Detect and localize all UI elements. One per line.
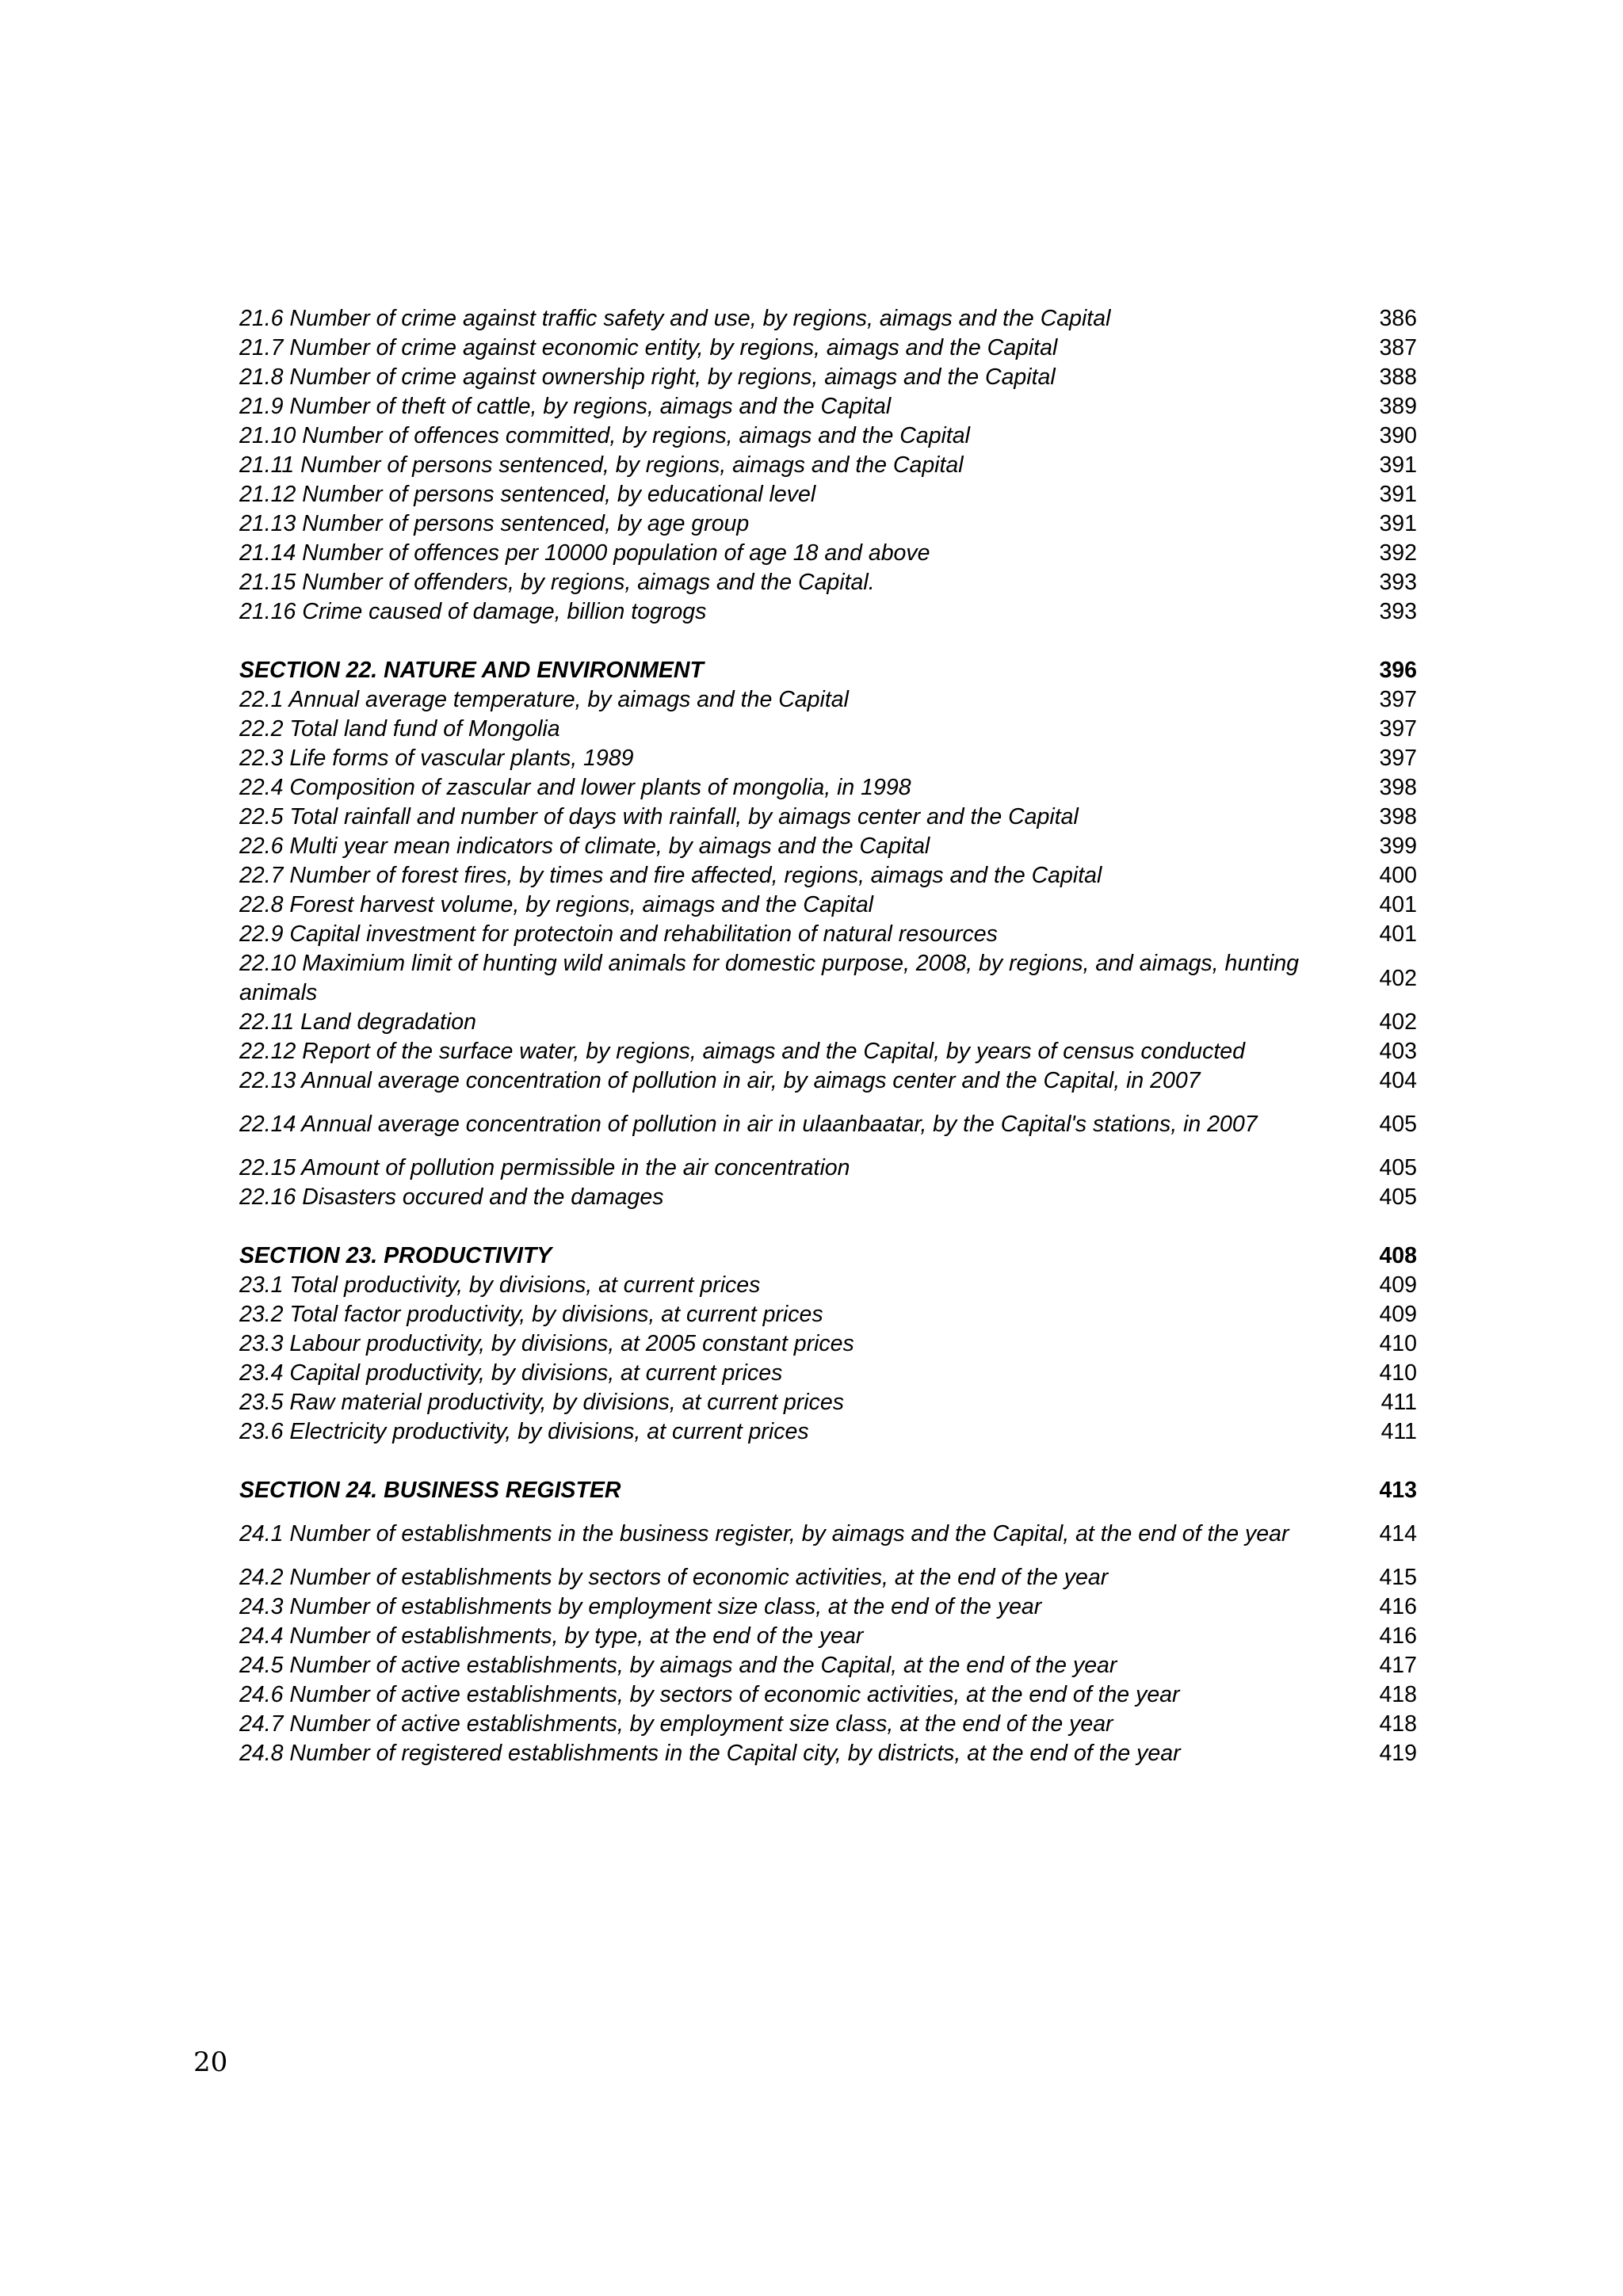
- toc-entry-page: 415: [1379, 1565, 1417, 1590]
- toc-entry-title: 22.9 Capital investment for protectoin and rehabilitation of natural resources: [239, 921, 998, 947]
- toc-entry[interactable]: [239, 803, 1417, 832]
- toc-entry-page: 418: [1379, 1682, 1417, 1707]
- toc-entry[interactable]: [239, 597, 1417, 627]
- toc-entry-page: 402: [1379, 965, 1417, 991]
- toc-entry[interactable]: [239, 1271, 1417, 1300]
- toc-entry-title: 23.5 Raw material productivity, by divisions, at current prices: [239, 1390, 844, 1415]
- toc-entry-page: 400: [1379, 863, 1417, 888]
- toc-entry-title: 24.2 Number of establishments by sectors of economic activities, at the end of the year: [239, 1565, 1109, 1590]
- row-spacer: [239, 1549, 1417, 1563]
- section-21-entries: [239, 304, 1417, 627]
- toc-entry-page: 391: [1379, 511, 1417, 536]
- toc-entry-page: 414: [1379, 1521, 1417, 1547]
- section-heading-title: SECTION 23. PRODUCTIVITY: [239, 1243, 552, 1268]
- toc-entry-title: 23.3 Labour productivity, by divisions, at 2005 constant prices: [239, 1331, 854, 1356]
- toc-entry[interactable]: [239, 1300, 1417, 1329]
- section-heading[interactable]: [239, 656, 1417, 685]
- row-spacer: [239, 1139, 1417, 1154]
- toc-entry[interactable]: [239, 1388, 1417, 1417]
- toc-entry-page: 402: [1379, 1009, 1417, 1035]
- toc-entry-page: 409: [1379, 1272, 1417, 1298]
- section-heading[interactable]: [239, 1476, 1417, 1505]
- toc-entry-title: 22.8 Forest harvest volume, by regions, aimags and the Capital: [239, 892, 874, 917]
- toc-entry-page: 416: [1379, 1623, 1417, 1649]
- toc-entry[interactable]: [239, 509, 1417, 539]
- table-of-contents: [239, 304, 1417, 1768]
- toc-entry-page: 398: [1379, 804, 1417, 830]
- toc-entry-page: 387: [1379, 335, 1417, 360]
- toc-entry[interactable]: [239, 1329, 1417, 1359]
- toc-entry[interactable]: [239, 1183, 1417, 1212]
- toc-entry-title: 24.7 Number of active establishments, by employment size class, at the end of the year: [239, 1711, 1113, 1737]
- toc-entry[interactable]: [239, 832, 1417, 861]
- toc-entry[interactable]: [239, 949, 1417, 1008]
- page-number: 20: [193, 2046, 228, 2078]
- toc-entry-page: 410: [1379, 1331, 1417, 1356]
- section-spacer: [239, 1212, 1417, 1241]
- toc-entry[interactable]: [239, 1520, 1417, 1549]
- toc-entry[interactable]: [239, 715, 1417, 744]
- toc-entry-title: 24.3 Number of establishments by employment size class, at the end of the year: [239, 1594, 1042, 1619]
- toc-entry-title: 23.4 Capital productivity, by divisions, at current prices: [239, 1360, 783, 1386]
- toc-entry[interactable]: [239, 1417, 1417, 1447]
- toc-entry-title: 22.7 Number of forest fires, by times and fire affected, regions, aimags and the Capital: [239, 863, 1102, 888]
- toc-entry-page: 397: [1379, 716, 1417, 742]
- toc-entry-page: 401: [1379, 921, 1417, 947]
- toc-entry-title: 22.4 Composition of zascular and lower plants of mongolia, in 1998: [239, 775, 911, 800]
- section-spacer: [239, 1447, 1417, 1476]
- toc-entry[interactable]: [239, 1739, 1417, 1768]
- toc-entry-title: 22.1 Annual average temperature, by aimags and the Capital: [239, 687, 849, 712]
- toc-entry-title: 24.8 Number of registered establishments in the Capital city, by districts, at the end of the year: [239, 1741, 1181, 1766]
- toc-entry-page: 393: [1379, 599, 1417, 624]
- toc-entry-title: 23.2 Total factor productivity, by divisions, at current prices: [239, 1302, 823, 1327]
- toc-entry-title: 21.10 Number of offences committed, by regions, aimags and the Capital: [239, 423, 970, 448]
- toc-entry-page: 389: [1379, 394, 1417, 419]
- toc-entry-page: 410: [1379, 1360, 1417, 1386]
- toc-entry-title: 24.4 Number of establishments, by type, at the end of the year: [239, 1623, 864, 1649]
- toc-entry-title: 23.1 Total productivity, by divisions, at current prices: [239, 1272, 761, 1298]
- toc-entry-title: 21.11 Number of persons sentenced, by regions, aimags and the Capital: [239, 452, 964, 478]
- toc-entry-page: 403: [1379, 1039, 1417, 1064]
- toc-entry-page: 399: [1379, 833, 1417, 859]
- toc-entry[interactable]: [239, 1710, 1417, 1739]
- toc-entry-title: 21.7 Number of crime against economic entity, by regions, aimags and the Capital: [239, 335, 1058, 360]
- toc-entry[interactable]: [239, 861, 1417, 891]
- toc-entry[interactable]: [239, 392, 1417, 421]
- toc-entry-page: 397: [1379, 687, 1417, 712]
- section-heading-title: SECTION 22. NATURE AND ENVIRONMENT: [239, 658, 704, 683]
- toc-entry[interactable]: [239, 363, 1417, 392]
- toc-entry-page: 418: [1379, 1711, 1417, 1737]
- toc-entry-title: 22.6 Multi year mean indicators of climate, by aimags and the Capital: [239, 833, 930, 859]
- toc-entry-page: 411: [1381, 1390, 1417, 1415]
- toc-entry-title: 24.1 Number of establishments in the business register, by aimags and the Capital, at the end of the year: [239, 1521, 1289, 1547]
- section-heading-page: 408: [1379, 1243, 1417, 1268]
- toc-entry-title: 22.14 Annual average concentration of pollution in air in ulaanbaatar, by the Capital's stations, in 2007: [239, 1112, 1258, 1137]
- toc-entry-page: 401: [1379, 892, 1417, 917]
- toc-entry[interactable]: [239, 451, 1417, 480]
- toc-entry[interactable]: [239, 1563, 1417, 1592]
- toc-entry-page: 416: [1379, 1594, 1417, 1619]
- section-heading[interactable]: [239, 1241, 1417, 1271]
- toc-entry-page: 409: [1379, 1302, 1417, 1327]
- toc-entry-title: 22.10 Maximium limit of hunting wild animals for domestic purpose, 2008, by regions, and aimags, hunting animals: [239, 951, 1300, 1005]
- row-spacer: [239, 1096, 1417, 1110]
- toc-entry[interactable]: [239, 304, 1417, 334]
- toc-entry-page: 398: [1379, 775, 1417, 800]
- toc-entry-page: 404: [1379, 1068, 1417, 1093]
- toc-entry-title: 21.12 Number of persons sentenced, by educational level: [239, 482, 816, 507]
- toc-entry-page: 392: [1379, 540, 1417, 566]
- toc-entry-page: 393: [1379, 570, 1417, 595]
- toc-entry[interactable]: [239, 480, 1417, 509]
- toc-entry[interactable]: [239, 568, 1417, 597]
- toc-entry-title: 22.11 Land degradation: [239, 1009, 476, 1035]
- toc-entry[interactable]: [239, 1622, 1417, 1651]
- toc-entry-page: 411: [1381, 1419, 1417, 1444]
- toc-entry-page: 397: [1379, 746, 1417, 771]
- toc-entry[interactable]: [239, 539, 1417, 568]
- toc-entry[interactable]: [239, 421, 1417, 451]
- toc-entry[interactable]: [239, 1110, 1417, 1139]
- toc-entry-page: 405: [1379, 1184, 1417, 1210]
- toc-entry-page: 390: [1379, 423, 1417, 448]
- toc-entry-title: 22.13 Annual average concentration of pollution in air, by aimags center and the Capital, in 2007: [239, 1068, 1201, 1093]
- toc-entry[interactable]: [239, 1008, 1417, 1037]
- toc-entry[interactable]: [239, 1651, 1417, 1680]
- toc-entry[interactable]: [239, 334, 1417, 363]
- toc-entry-title: 21.14 Number of offences per 10000 population of age 18 and above: [239, 540, 930, 566]
- section-spacer: [239, 627, 1417, 656]
- toc-entry-title: 21.13 Number of persons sentenced, by age group: [239, 511, 750, 536]
- toc-entry-page: 417: [1379, 1653, 1417, 1678]
- toc-entry-page: 388: [1379, 364, 1417, 390]
- toc-entry-title: 22.3 Life forms of vascular plants, 1989: [239, 746, 634, 771]
- toc-entry-title: 21.16 Crime caused of damage, billion togrogs: [239, 599, 707, 624]
- toc-entry[interactable]: [239, 1037, 1417, 1066]
- toc-entry-page: 405: [1379, 1112, 1417, 1137]
- section-heading-page: 413: [1379, 1478, 1417, 1503]
- row-spacer: [239, 1505, 1417, 1520]
- toc-entry[interactable]: [239, 685, 1417, 715]
- toc-entry-title: 22.2 Total land fund of Mongolia: [239, 716, 560, 742]
- toc-entry[interactable]: [239, 920, 1417, 949]
- toc-entry-page: 386: [1379, 306, 1417, 331]
- section-22: [239, 656, 1417, 1212]
- toc-entry[interactable]: [239, 1066, 1417, 1096]
- toc-entry-title: 22.12 Report of the surface water, by regions, aimags and the Capital, by years of census conducted: [239, 1039, 1245, 1064]
- toc-entry-title: 21.15 Number of offenders, by regions, aimags and the Capital.: [239, 570, 875, 595]
- toc-entry-title: 21.6 Number of crime against traffic safety and use, by regions, aimags and the Capital: [239, 306, 1111, 331]
- toc-entry-page: 405: [1379, 1155, 1417, 1180]
- toc-entry-title: 21.9 Number of theft of cattle, by regions, aimags and the Capital: [239, 394, 892, 419]
- toc-entry-title: 22.16 Disasters occured and the damages: [239, 1184, 664, 1210]
- toc-entry-title: 22.15 Amount of pollution permissible in the air concentration: [239, 1155, 850, 1180]
- section-23: [239, 1241, 1417, 1447]
- section-24: [239, 1476, 1417, 1768]
- toc-entry[interactable]: [239, 744, 1417, 773]
- toc-entry-title: 22.5 Total rainfall and number of days with rainfall, by aimags center and the Capital: [239, 804, 1079, 830]
- toc-entry-page: 391: [1379, 482, 1417, 507]
- toc-entry-title: 24.6 Number of active establishments, by sectors of economic activities, at the end of the year: [239, 1682, 1180, 1707]
- section-heading-page: 396: [1379, 658, 1417, 683]
- toc-entry[interactable]: [239, 1154, 1417, 1183]
- toc-entry-page: 419: [1379, 1741, 1417, 1766]
- toc-entry[interactable]: [239, 891, 1417, 920]
- toc-entry-title: 23.6 Electricity productivity, by divisions, at current prices: [239, 1419, 809, 1444]
- toc-entry[interactable]: [239, 1359, 1417, 1388]
- toc-entry-title: 24.5 Number of active establishments, by aimags and the Capital, at the end of the year: [239, 1653, 1117, 1678]
- toc-entry[interactable]: [239, 1592, 1417, 1622]
- toc-entry-page: 391: [1379, 452, 1417, 478]
- toc-entry[interactable]: [239, 773, 1417, 803]
- toc-entry[interactable]: [239, 1680, 1417, 1710]
- toc-entry-title: 21.8 Number of crime against ownership right, by regions, aimags and the Capital: [239, 364, 1056, 390]
- section-heading-title: SECTION 24. BUSINESS REGISTER: [239, 1478, 621, 1503]
